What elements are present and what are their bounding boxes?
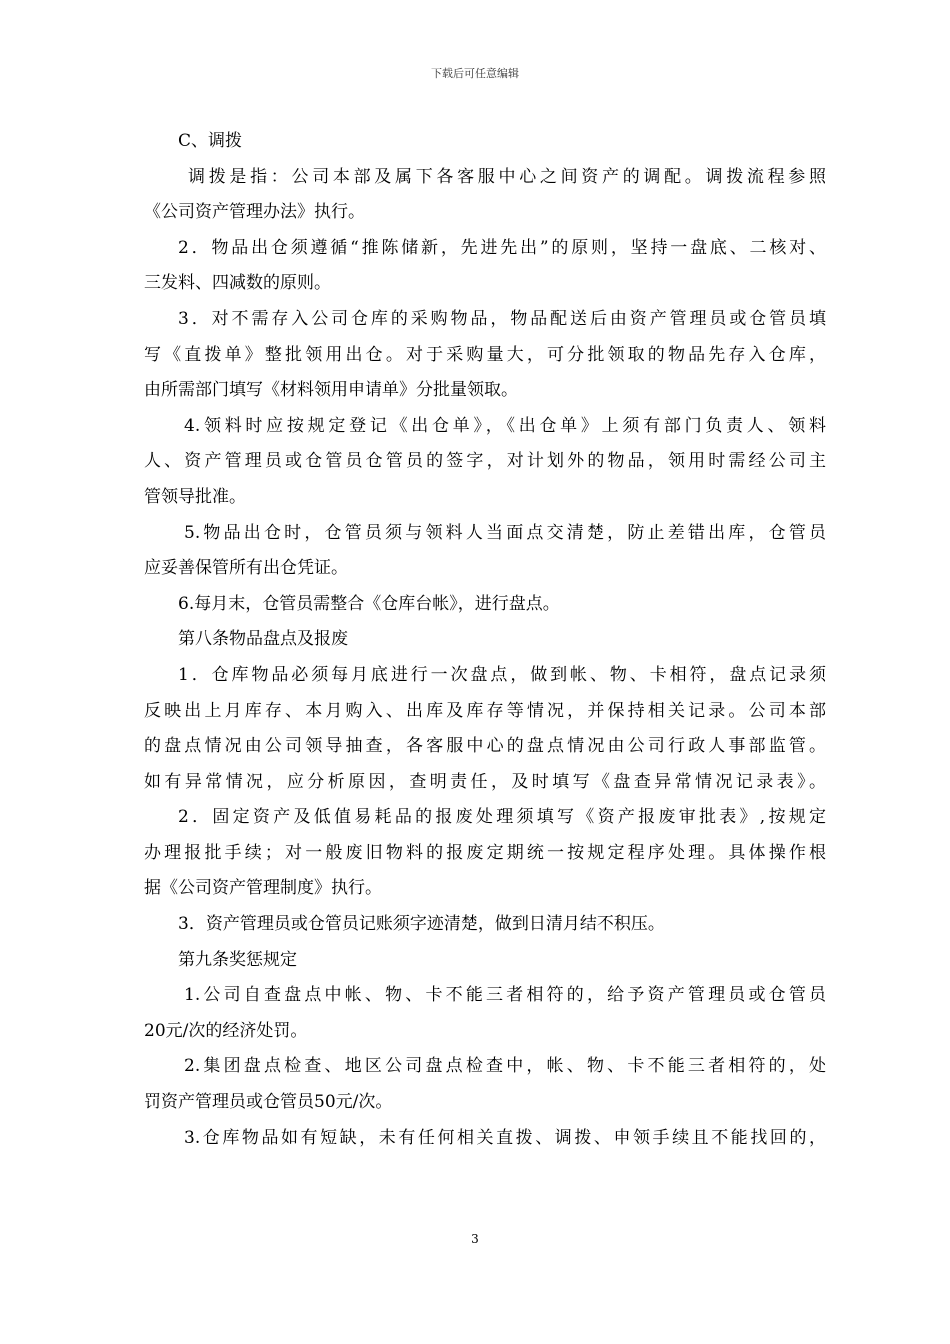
text-line: 1.公司自查盘点中帐、物、卡不能三者相符的，给予资产管理员或仓管员: [184, 985, 826, 1006]
text-line: 据《公司资产管理制度》执行。: [144, 878, 382, 899]
text-line: 由所需部门填写《材料领用申请单》分批量领取。: [144, 380, 518, 401]
text-line: 3．资产管理员或仓管员记账须字迹清楚，做到日清月结不积压。: [178, 914, 665, 935]
text-line: 第九条奖惩规定: [178, 949, 297, 970]
text-line: 2．固定资产及低值易耗品的报废处理须填写《资产报废审批表》,按规定: [178, 807, 826, 828]
text-line: 6.每月末，仓管员需整合《仓库台帐》，进行盘点。: [178, 593, 560, 614]
text-line: C、调拨: [178, 131, 243, 151]
text-line: 2．物品出仓须遵循“推陈储新，先进先出”的原则，坚持一盘底、二核对、: [178, 237, 826, 258]
text-line: 管领导批准。: [144, 486, 246, 507]
text-line: 2.集团盘点检查、地区公司盘点检查中，帐、物、卡不能三者相符的，处: [184, 1056, 826, 1077]
text-line: 的盘点情况由公司领导抽查，各客服中心的盘点情况由公司行政人事部监管。: [144, 736, 826, 757]
text-line: 三发料、四减数的原则。: [144, 273, 331, 294]
text-line: 20元/次的经济处罚。: [144, 1020, 308, 1041]
text-line: 4.领料时应按规定登记《出仓单》，《出仓单》上须有部门负责人、领料: [184, 415, 826, 436]
text-line: 3.仓库物品如有短缺，未有任何相关直拨、调拨、申领手续且不能找回的，: [184, 1127, 826, 1148]
text-line: 如有异常情况，应分析原因，查明责任，及时填写《盘查异常情况记录表》。: [144, 771, 826, 792]
page-header: 下载后可任意编辑: [431, 67, 519, 80]
text-line: 第八条物品盘点及报废: [178, 629, 348, 650]
text-line: 人、资产管理员或仓管员仓管员的签字，对计划外的物品，领用时需经公司主: [144, 451, 826, 472]
body-text: [144, 124, 826, 1156]
text-line: 调拨是指：公司本部及属下各客服中心之间资产的调配。调拨流程参照: [188, 166, 826, 187]
text-line: 《公司资产管理办法》执行。: [144, 202, 365, 223]
text-line: 1．仓库物品必须每月底进行一次盘点，做到帐、物、卡相符，盘点记录须: [178, 664, 826, 685]
text-line: 应妥善保管所有出仓凭证。: [144, 558, 348, 579]
text-line: 罚资产管理员或仓管员50元/次。: [144, 1092, 393, 1113]
text-line: 写《直拨单》整批领用出仓。对于采购量大，可分批领取的物品先存入仓库，: [144, 344, 826, 365]
text-line: 3．对不需存入公司仓库的采购物品，物品配送后由资产管理员或仓管员填: [178, 308, 826, 329]
text-line: 反映出上月库存、本月购入、出库及库存等情况，并保持相关记录。公司本部: [144, 700, 826, 721]
text-line: 办理报批手续；对一般废旧物料的报废定期统一按规定程序处理。具体操作根: [144, 842, 826, 863]
page-number: 3: [471, 1232, 479, 1246]
text-line: 5.物品出仓时，仓管员须与领料人当面点交清楚，防止差错出库，仓管员: [184, 522, 826, 543]
